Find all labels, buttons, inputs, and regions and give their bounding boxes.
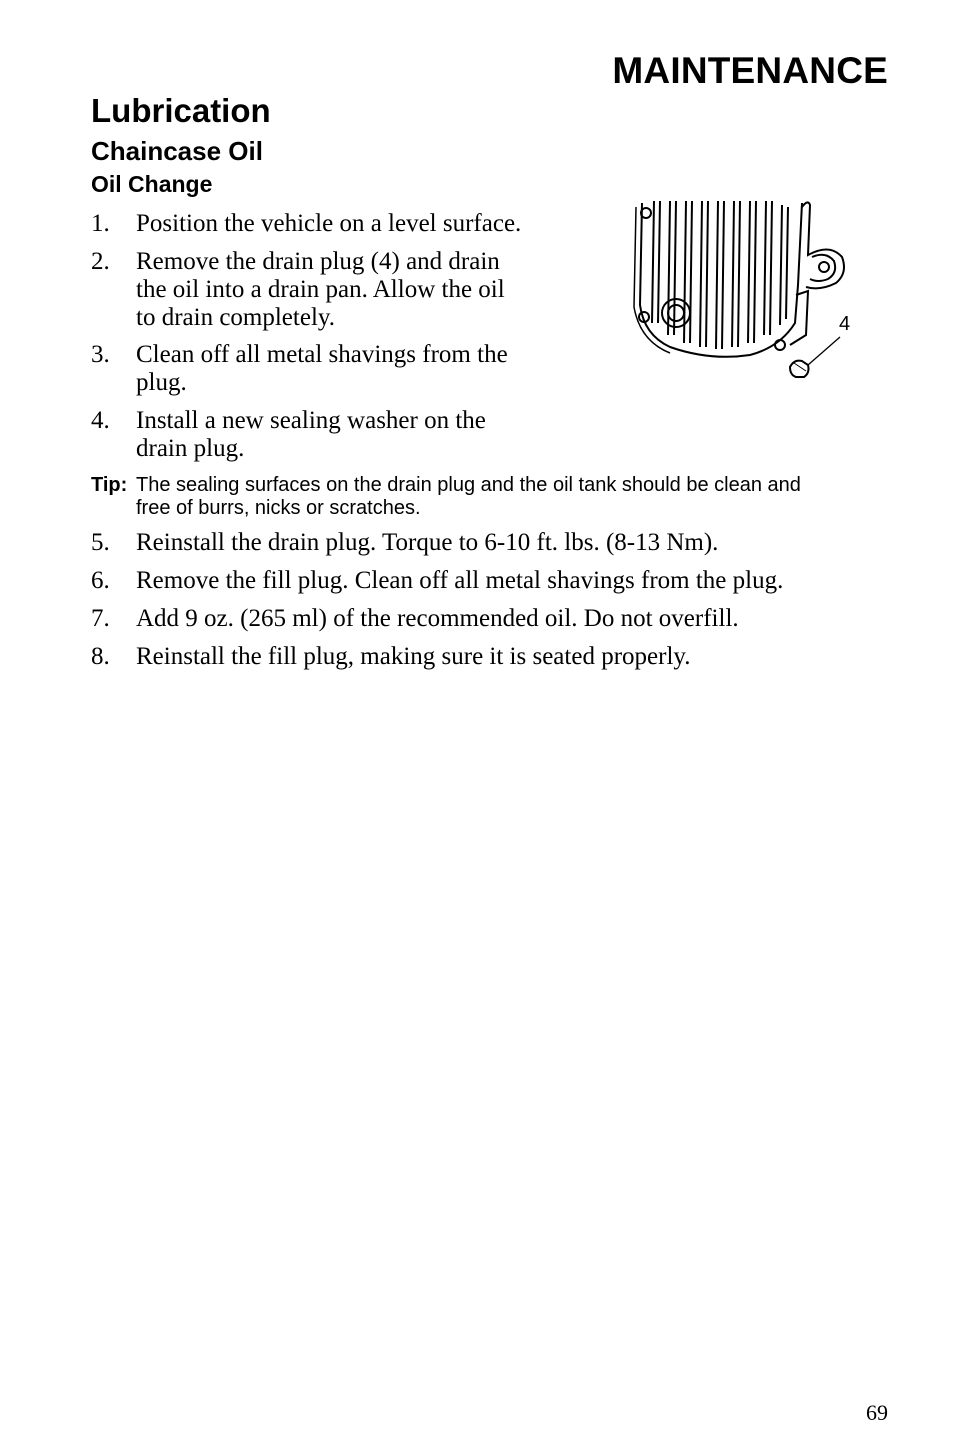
step-text: Add 9 oz. (265 ml) of the recommended oil. Do not overfill.	[136, 605, 739, 632]
step-number: 3.	[91, 341, 110, 368]
chaincase-drawing	[630, 195, 860, 390]
step-number: 4.	[91, 407, 110, 434]
tip-body	[136, 474, 896, 520]
step-8	[91, 643, 891, 671]
page-title: Lubrication	[91, 92, 271, 129]
step-text: Reinstall the fill plug, making sure it is seated properly.	[136, 643, 691, 670]
step-text-line: the oil into a drain pan. Allow the oil	[136, 276, 505, 303]
step-text: Remove the fill plug. Clean off all metal shavings from the plug.	[136, 567, 784, 594]
page-number: 69	[866, 1400, 888, 1425]
tip-line: free of burrs, nicks or scratches.	[136, 497, 421, 519]
step-text: Position the vehicle on a level surface.	[136, 210, 522, 237]
step-number: 8.	[91, 643, 110, 670]
step-6	[91, 567, 891, 595]
step-text-line: to drain completely.	[136, 304, 336, 331]
step-number: 2.	[91, 248, 110, 275]
subsection-title: Oil Change	[91, 171, 213, 197]
step-number: 1.	[91, 210, 110, 237]
step-number: 7.	[91, 605, 110, 632]
tip-line: The sealing surfaces on the drain plug and the oil tank should be clean and	[136, 474, 801, 496]
step-4	[91, 407, 591, 463]
step-3	[91, 341, 591, 397]
step-text-line: drain plug.	[136, 435, 245, 462]
step-5	[91, 529, 891, 557]
callout-label: 4	[839, 313, 851, 335]
step-text-line: Clean off all metal shavings from the	[136, 341, 508, 368]
step-number: 6.	[91, 567, 110, 594]
section-subtitle: Chaincase Oil	[91, 136, 263, 166]
step-7	[91, 605, 891, 633]
step-number: 5.	[91, 529, 110, 556]
section-header: MAINTENANCE	[612, 50, 888, 91]
step-2	[91, 248, 591, 332]
step-text-line: Install a new sealing washer on the	[136, 407, 486, 434]
step-text-line: plug.	[136, 369, 187, 396]
step-text: Reinstall the drain plug. Torque to 6-10 ft. lbs. (8-13 Nm).	[136, 529, 719, 556]
tip-label: Tip:	[91, 474, 128, 496]
chaincase-illustration	[630, 195, 860, 390]
step-text-line: Remove the drain plug (4) and drain	[136, 248, 500, 275]
